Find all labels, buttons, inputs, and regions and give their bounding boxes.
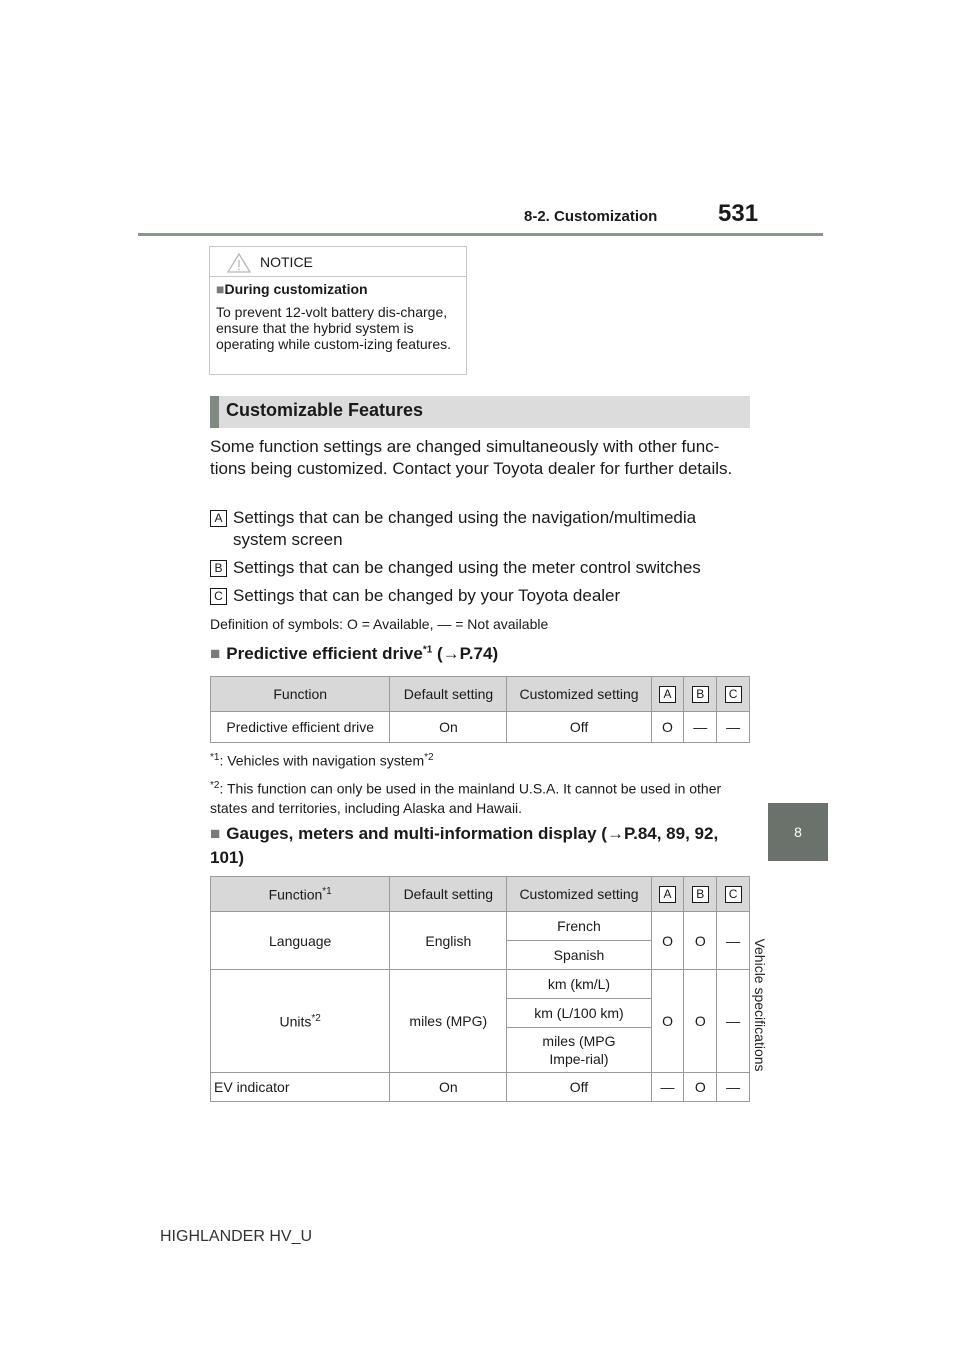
table-row xyxy=(211,712,750,743)
cell-custom: Off xyxy=(507,1073,651,1102)
cell-custom: miles (MPG Impe-rial) xyxy=(507,1028,651,1073)
col-default: Default setting xyxy=(390,677,507,712)
table-row xyxy=(211,970,750,999)
footnote-1: $^{*1}$: Vehicles with navigation system$^{*2}$ xyxy=(210,752,434,769)
cell-b: — xyxy=(684,712,717,743)
cell-default: On xyxy=(390,712,507,743)
cell-function: EV indicator xyxy=(211,1073,390,1102)
table2 xyxy=(210,876,750,1102)
notice-header xyxy=(210,247,466,277)
cell-b: O xyxy=(684,970,717,1073)
chapter-tab xyxy=(768,803,828,861)
footnote-2: $^{*2}$: This function can only be used in the mainland U.S.A. It cannot be used in other states and territories, including Alaska and Hawaii. xyxy=(210,780,722,816)
cell-c: — xyxy=(717,712,750,743)
col-c: C xyxy=(717,677,750,712)
cell-b: O xyxy=(684,1073,717,1102)
page-number: 531 xyxy=(718,200,759,227)
cell-a: O xyxy=(651,912,684,970)
warning-icon xyxy=(226,252,252,274)
chapter-number: 8 xyxy=(794,824,802,840)
col-a: A xyxy=(651,677,684,712)
cell-custom: Spanish xyxy=(507,941,651,970)
table1-header-row xyxy=(211,677,750,712)
cell-function: Language xyxy=(211,912,390,970)
cell-a: O xyxy=(651,712,684,743)
symbol-definition: Definition of symbols: O = Available, — = Not available xyxy=(210,616,549,632)
square-bullet-icon: ■ xyxy=(210,824,221,843)
cell-c: — xyxy=(717,912,750,970)
notice-body: To prevent 12-volt battery dis-charge, ensure that the hybrid system is operating while custom-izing features. xyxy=(216,304,452,352)
intro-paragraph: Some function settings are changed simultaneously with other func-tions being customized. Contact your Toyota dealer for further details. xyxy=(210,437,733,478)
legend-key-c: C xyxy=(210,588,227,605)
table-row xyxy=(211,912,750,941)
table-row xyxy=(211,1073,750,1102)
legend-text-c: Settings that can be changed by your Toyota dealer xyxy=(233,586,621,605)
cell-default: English xyxy=(390,912,507,970)
cell-a: — xyxy=(651,1073,684,1102)
col-b: B xyxy=(684,677,717,712)
banner-accent xyxy=(210,396,219,428)
table1-heading: ■ Predictive efficient drive$^{*1}$ (→P.74) xyxy=(210,644,499,663)
cell-custom: Off xyxy=(507,712,651,743)
section-header: 8-2. Customization xyxy=(524,208,658,225)
cell-a: O xyxy=(651,970,684,1073)
table1 xyxy=(210,676,750,743)
cell-c: — xyxy=(717,970,750,1073)
notice-title: NOTICE xyxy=(260,254,313,270)
cell-function: Predictive efficient drive xyxy=(211,712,390,743)
notice-subheading: ■During customization xyxy=(216,281,368,297)
col-c: C xyxy=(717,877,750,912)
table2-header-row xyxy=(211,877,750,912)
legend-key-b: B xyxy=(210,560,227,577)
col-customized: Customized setting xyxy=(507,877,651,912)
cell-default: On xyxy=(390,1073,507,1102)
section-banner xyxy=(210,396,750,428)
cell-c: — xyxy=(717,1073,750,1102)
legend-item-c xyxy=(210,585,755,607)
header-rule xyxy=(138,233,823,236)
legend-item-b xyxy=(210,557,755,579)
legend-text-b: Settings that can be changed using the meter control switches xyxy=(233,558,701,577)
cell-custom: French xyxy=(507,912,651,941)
footer-model: HIGHLANDER HV_U xyxy=(160,1228,313,1245)
table2-heading: ■ Gauges, meters and multi-information display (→P.84, 89, 92, 101) xyxy=(210,824,719,867)
legend-key-a: A xyxy=(210,510,227,527)
legend-text-a: Settings that can be changed using the navigation/multimedia system screen xyxy=(233,508,697,549)
legend-item-a xyxy=(210,507,755,551)
cell-b: O xyxy=(684,912,717,970)
cell-default: miles (MPG) xyxy=(390,970,507,1073)
col-b: B xyxy=(684,877,717,912)
square-bullet-icon: ■ xyxy=(210,644,221,663)
notice-box xyxy=(209,246,467,375)
cell-custom: km (L/100 km) xyxy=(507,999,651,1028)
col-function: Function$^{*1}$ xyxy=(211,877,390,912)
col-customized: Customized setting xyxy=(507,677,651,712)
section-title: Customizable Features xyxy=(226,400,424,420)
cell-function: Units$^{*2}$ xyxy=(211,970,390,1073)
col-default: Default setting xyxy=(390,877,507,912)
col-a: A xyxy=(651,877,684,912)
chapter-label: Vehicle specifications xyxy=(752,938,768,1072)
square-bullet-icon: ■ xyxy=(216,281,225,297)
cell-custom: km (km/L) xyxy=(507,970,651,999)
col-function: Function xyxy=(211,677,390,712)
